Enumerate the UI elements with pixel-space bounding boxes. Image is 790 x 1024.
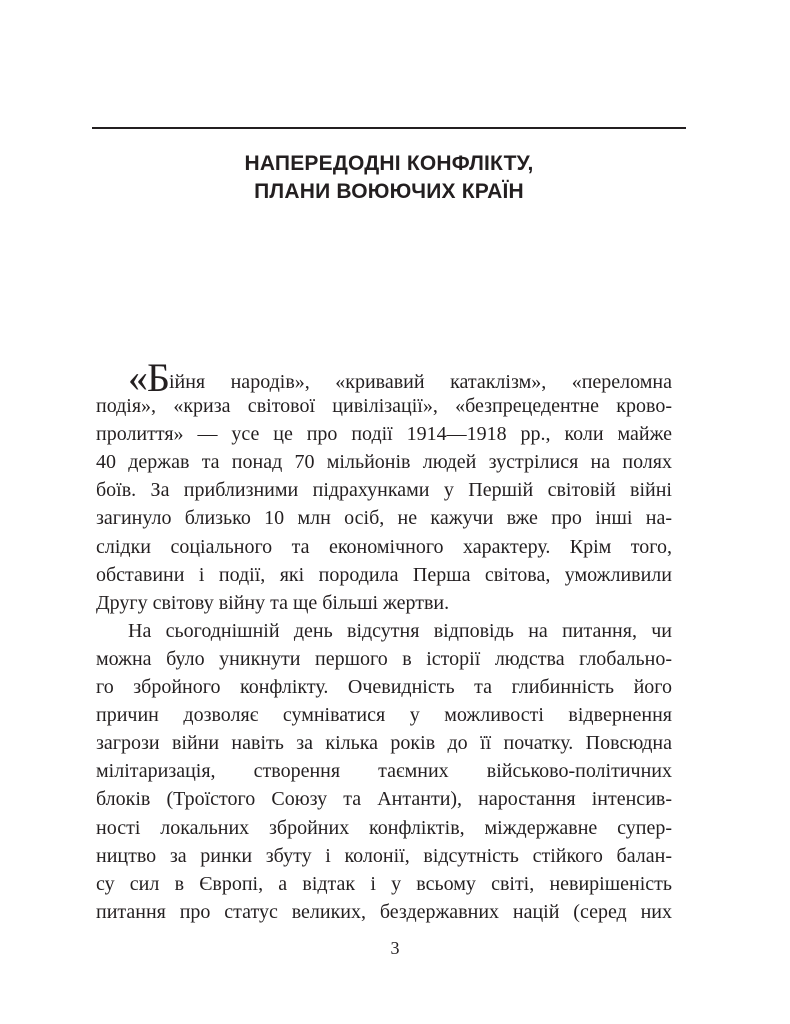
text-line: 40 держав та понад 70 мільйонів людей зустрілися на полях bbox=[96, 451, 672, 474]
chapter-heading-line-1: НАПЕРЕДОДНІ КОНФЛІКТУ, bbox=[244, 152, 534, 175]
text-line: можна було уникнути першого в історії людства глобально- bbox=[96, 647, 672, 670]
text-line: слідки соціального та економічного характеру. Крім того, bbox=[96, 535, 672, 558]
text-line: загинуло близько 10 млн осіб, не кажучи вже про інші на- bbox=[96, 507, 672, 530]
top-rule bbox=[92, 127, 686, 129]
page-number: 3 bbox=[390, 938, 400, 958]
text-line: загрози війни навіть за кілька років до її початку. Повсюдна bbox=[96, 732, 672, 755]
text-line bbox=[96, 355, 672, 400]
paragraph-2 bbox=[96, 617, 672, 926]
text-line: ництво за ринки збуту і колонії, відсутність стійкого балан- bbox=[96, 844, 672, 867]
text-line: питання про статус великих, бездержавних націй (серед них bbox=[96, 900, 672, 923]
text-line: ності локальних збройних конфліктів, міждержавне супер- bbox=[96, 816, 672, 839]
body-text bbox=[96, 355, 672, 926]
text-line: боїв. За приблизними підрахунками у Першій світовій війні bbox=[96, 479, 672, 502]
paragraph-1 bbox=[96, 355, 672, 617]
text-line: На сьогоднішній день відсутня відповідь на питання, чи bbox=[128, 619, 672, 642]
text-line: Другу світову війну та ще більші жертви. bbox=[96, 591, 450, 614]
text-line: блоків (Троїстого Союзу та Антанти), наростання інтенсив- bbox=[96, 788, 672, 811]
text-line: су сил в Європі, а відтак і у всьому світі, невирішеність bbox=[96, 872, 672, 895]
text-line: подія», «криза світової цивілізації», «безпрецедентне крово- bbox=[96, 395, 672, 418]
text-line: причин дозволяє сумніватися у можливості відвернення bbox=[96, 704, 672, 727]
text-line-content: ійня народів», «кривавий катаклізм», «переломна bbox=[168, 371, 672, 393]
chapter-heading bbox=[92, 150, 686, 206]
text-line: мілітаризація, створення таємних військово-політичних bbox=[96, 760, 672, 783]
text-line: обставини і події, які породила Перша світова, уможливили bbox=[96, 563, 672, 586]
text-line: пролиття» — усе це про події 1914—1918 рр., коли майже bbox=[96, 423, 672, 446]
text-line: го збройного конфлікту. Очевидність та глибинність його bbox=[96, 676, 672, 699]
chapter-heading-line-2: ПЛАНИ ВОЮЮЧИХ КРАЇН bbox=[254, 180, 524, 203]
drop-cap: «Б bbox=[128, 355, 169, 400]
